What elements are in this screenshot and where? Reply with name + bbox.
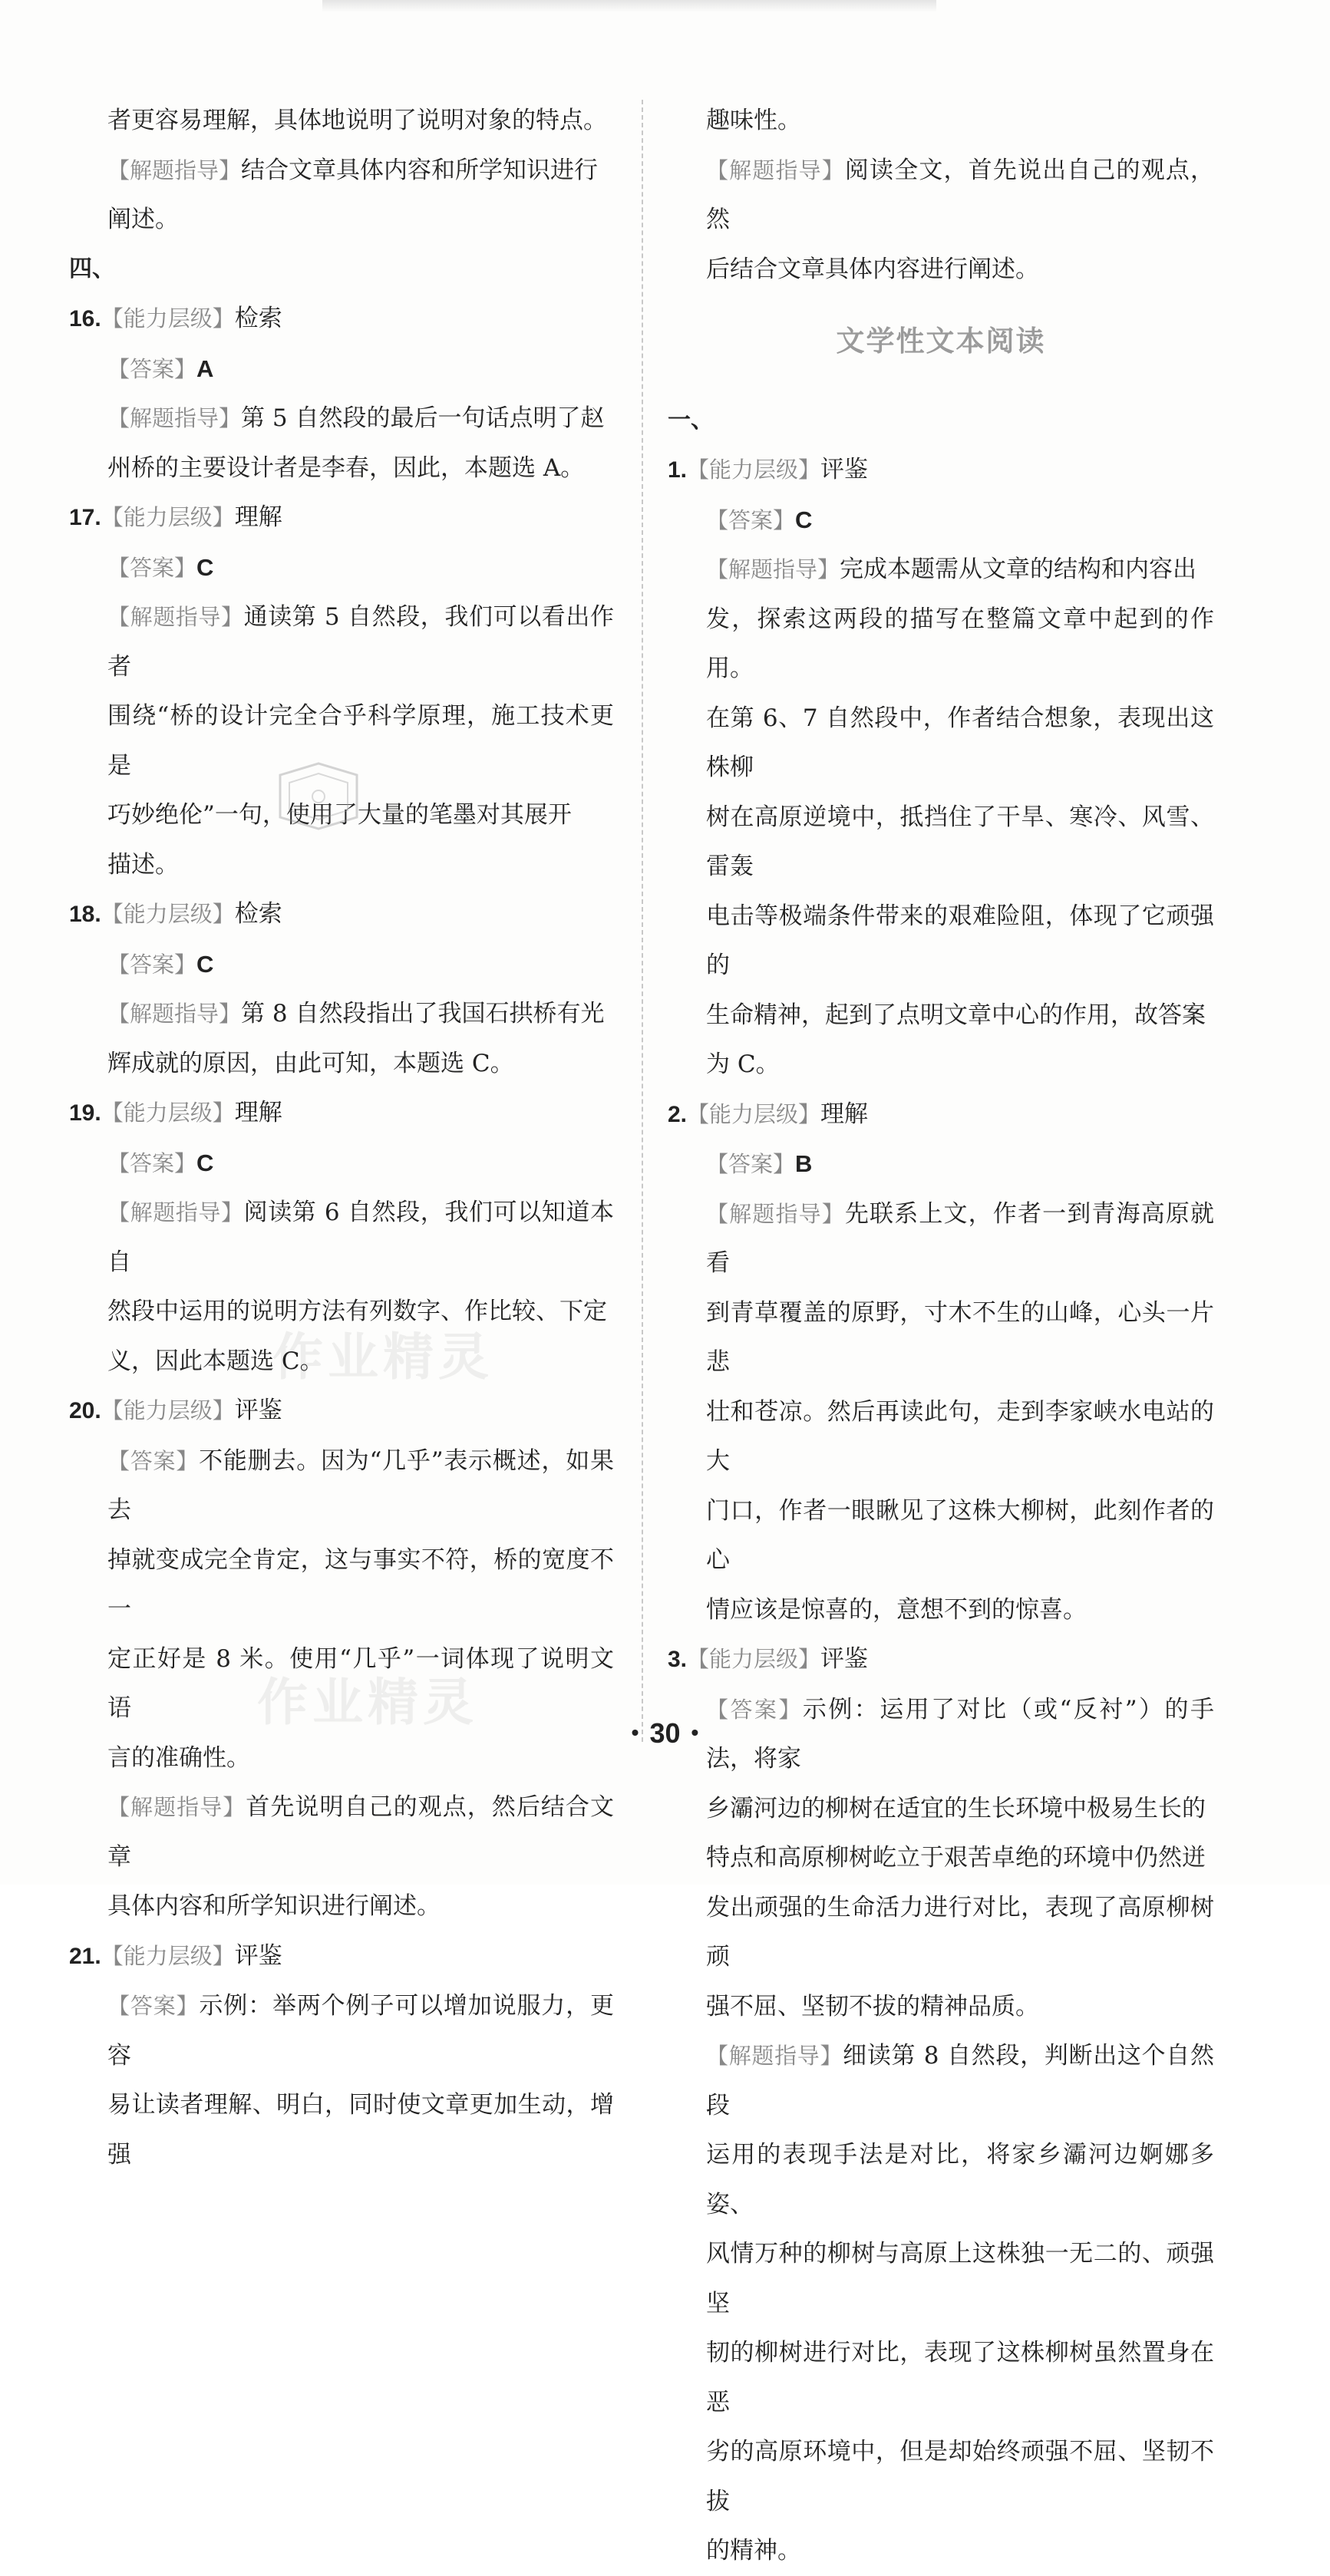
guide-tag: 【解题指导】 bbox=[706, 2043, 843, 2069]
level-tag: 【能力层级】 bbox=[101, 1100, 235, 1126]
q20-guide bbox=[69, 1783, 614, 1882]
answer-tag: 【答案】 bbox=[107, 355, 197, 382]
q17-guide-line: 巧妙绝伦”一句，使用了大量的笔墨对其展开 bbox=[107, 801, 572, 829]
level-tag: 【能力层级】 bbox=[687, 1646, 821, 1672]
left-continuation-guide-2: 阐述。 bbox=[107, 206, 179, 233]
answer-text: 不能删去。因为“几乎”表示概述，如果去 bbox=[107, 1446, 614, 1524]
guide-tag: 【解题指导】 bbox=[107, 405, 242, 431]
level-value: 评鉴 bbox=[234, 1941, 282, 1970]
q19-level bbox=[69, 1088, 614, 1139]
q1-guide-line: 为 C。 bbox=[706, 1051, 780, 1078]
q2-guide-line: 到青草覆盖的原野，寸木不生的山峰，心头一片悲 bbox=[706, 1298, 1214, 1376]
q19-guide-line: 然段中运用的说明方法有列数字、作比较、下定 bbox=[107, 1298, 607, 1325]
q17-guide bbox=[69, 592, 614, 691]
q19-guide-line: 义，因此本题选 C。 bbox=[107, 1347, 324, 1375]
guide-text: 阅读第 6 自然段，我们可以知道本自 bbox=[107, 1199, 614, 1276]
level-tag: 【能力层级】 bbox=[101, 1942, 235, 1969]
guide-tag: 【解题指导】 bbox=[107, 1199, 244, 1225]
q2-guide-line: 壮和苍凉。然后再读此句，走到李家峡水电站的大 bbox=[706, 1397, 1214, 1475]
guide-tag: 【解题指导】 bbox=[706, 556, 840, 582]
q2-guide-line: 情应该是惊喜的，意想不到的惊喜。 bbox=[706, 1595, 1087, 1624]
guide-text: 阅读全文，首先说出自己的观点，然 bbox=[706, 156, 1214, 233]
right-continuation-guide-2: 后结合文章具体内容进行阐述。 bbox=[706, 255, 1039, 283]
q19-answer bbox=[69, 1139, 614, 1189]
guide-text: 先联系上文，作者一到青海高原就看 bbox=[706, 1199, 1214, 1277]
q19-number: 19. bbox=[69, 1100, 101, 1126]
level-value: 理解 bbox=[234, 1099, 282, 1126]
q2-answer bbox=[668, 1140, 1214, 1189]
q1-number: 1. bbox=[668, 457, 688, 483]
guide-tag: 【解题指导】 bbox=[706, 1200, 845, 1227]
guide-tag: 【解题指导】 bbox=[107, 1001, 242, 1027]
q3-answer-line: 发出顽强的生命活力进行对比，表现了高原柳树顽 bbox=[706, 1893, 1214, 1971]
guide-tag: 【解题指导】 bbox=[107, 157, 242, 183]
answer-value: A bbox=[196, 355, 214, 382]
q21-number: 21. bbox=[69, 1943, 101, 1969]
q3-answer-line: 强不屈、坚韧不拔的精神品质。 bbox=[706, 1992, 1039, 2020]
q3-answer-line: 乡灞河边的柳树在适宜的生长环境中极易生长的 bbox=[706, 1794, 1206, 1822]
guide-tag: 【解题指导】 bbox=[706, 157, 845, 183]
right-column bbox=[668, 96, 1214, 2576]
level-value: 检索 bbox=[234, 900, 282, 928]
q20-answer-line: 掉就变成完全肯定，这与事实不符，桥的宽度不一 bbox=[107, 1545, 614, 1623]
section-head-one: 一、 bbox=[668, 406, 714, 434]
level-value: 检索 bbox=[234, 305, 282, 332]
q2-guide bbox=[668, 1189, 1214, 1288]
answer-text: 示例：举两个例子可以增加说服力，更容 bbox=[107, 1992, 614, 2070]
q1-guide-line: 发，探索这两段的描写在整篇文章中起到的作用。 bbox=[706, 605, 1214, 682]
answer-tag: 【答案】 bbox=[706, 506, 796, 533]
watermark-stamp-icon bbox=[272, 760, 365, 833]
answer-value: C bbox=[196, 1149, 214, 1176]
q17-answer bbox=[69, 543, 614, 593]
watermark-text: 作业精灵 bbox=[272, 1328, 493, 1387]
guide-text: 首先说明自己的观点，然后结合文章 bbox=[107, 1793, 614, 1871]
q16-level bbox=[69, 294, 614, 345]
answer-tag: 【答案】 bbox=[706, 1696, 803, 1723]
guide-text: 第 8 自然段指出了我国石拱桥有光 bbox=[241, 1000, 605, 1027]
guide-text: 第 5 自然段的最后一句话点明了赵 bbox=[241, 404, 605, 432]
q21-level bbox=[69, 1931, 614, 1982]
q19-guide bbox=[69, 1188, 614, 1287]
q20-answer-line: 定正好是 8 米。使用“几乎”一词体现了说明文语 bbox=[107, 1644, 614, 1722]
q3-guide-line: 韧的柳树进行对比，表现了这株柳树虽然置身在恶 bbox=[706, 2339, 1214, 2416]
level-value: 评鉴 bbox=[820, 456, 869, 483]
level-value: 评鉴 bbox=[820, 1645, 869, 1673]
q17-level bbox=[69, 493, 614, 543]
page-number bbox=[0, 1717, 1330, 1750]
q2-level bbox=[668, 1090, 1214, 1140]
level-tag: 【能力层级】 bbox=[101, 305, 235, 331]
guide-text: 完成本题需从文章的结构和内容出 bbox=[840, 556, 1197, 583]
scan-shadow bbox=[322, 0, 936, 12]
q1-guide-line: 电击等极端条件带来的艰难险阻，体现了它顽强的 bbox=[706, 902, 1214, 979]
q18-guide bbox=[69, 989, 614, 1039]
answer-value: B bbox=[795, 1150, 813, 1177]
q1-guide-line: 生命精神，起到了点明文章中心的作用，故答案 bbox=[706, 1001, 1206, 1029]
q3-number: 3. bbox=[668, 1647, 688, 1672]
q17-guide-line: 围绕“桥的设计完全合乎科学原理，施工技术更是 bbox=[107, 702, 614, 780]
level-tag: 【能力层级】 bbox=[687, 1100, 821, 1127]
q3-answer-line: 特点和高原柳树屹立于艰苦卓绝的环境中仍然迸 bbox=[706, 1844, 1206, 1872]
q1-guide-line: 树在高原逆境中，抵挡住了干旱、寒冷、风雪、雷轰 bbox=[706, 803, 1214, 880]
answer-value: C bbox=[795, 506, 813, 533]
answer-tag: 【答案】 bbox=[107, 1447, 200, 1474]
left-column bbox=[69, 96, 614, 2179]
right-continuation-line: 趣味性。 bbox=[706, 107, 801, 134]
q3-guide-line: 的精神。 bbox=[706, 2537, 801, 2564]
q1-answer bbox=[668, 496, 1214, 546]
q3-guide bbox=[668, 2031, 1214, 2130]
q3-guide-line: 风情万种的柳树与高原上这株独一无二的、顽强坚 bbox=[706, 2240, 1214, 2317]
guide-text: 结合文章具体内容和所学知识进行 bbox=[241, 156, 599, 184]
level-value: 评鉴 bbox=[234, 1397, 282, 1424]
q1-guide-line: 在第 6、7 自然段中，作者结合想象，表现出这株柳 bbox=[706, 704, 1214, 781]
q18-answer bbox=[69, 940, 614, 990]
answer-value: C bbox=[196, 950, 214, 978]
q16-answer bbox=[69, 345, 614, 394]
q1-level bbox=[668, 445, 1214, 496]
answer-tag: 【答案】 bbox=[107, 554, 197, 581]
level-tag: 【能力层级】 bbox=[687, 457, 821, 483]
q2-guide-line: 门口，作者一眼瞅见了这株大柳树，此刻作者的心 bbox=[706, 1496, 1214, 1574]
watermark-text: 作业精灵 bbox=[257, 1673, 478, 1732]
answer-tag: 【答案】 bbox=[107, 1993, 200, 2019]
q3-level bbox=[668, 1634, 1214, 1685]
answer-text: 示例：运用了对比（或“反衬”）的手法，将家 bbox=[706, 1695, 1214, 1773]
q16-guide bbox=[69, 394, 614, 444]
q20-number: 20. bbox=[69, 1398, 101, 1423]
answer-tag: 【答案】 bbox=[706, 1151, 796, 1177]
q20-level bbox=[69, 1386, 614, 1436]
q18-level bbox=[69, 889, 614, 940]
guide-tag: 【解题指导】 bbox=[107, 604, 244, 630]
guide-tag: 【解题指导】 bbox=[107, 1794, 246, 1820]
level-tag: 【能力层级】 bbox=[101, 504, 235, 530]
level-value: 理解 bbox=[820, 1100, 869, 1128]
q20-answer bbox=[69, 1436, 614, 1535]
section-title: 文学性文本阅读 bbox=[836, 325, 1046, 358]
q21-answer-line: 易让读者理解、明白，同时使文章更加生动，增强 bbox=[107, 2091, 614, 2169]
answer-value: C bbox=[196, 553, 214, 581]
level-tag: 【能力层级】 bbox=[101, 1397, 235, 1423]
page-number-dot-right: • bbox=[691, 1720, 699, 1744]
q18-guide-line: 辉成就的原因，由此可知，本题选 C。 bbox=[107, 1049, 514, 1077]
q1-guide bbox=[668, 545, 1214, 595]
level-value: 理解 bbox=[234, 503, 282, 531]
guide-text: 通读第 5 自然段，我们可以看出作者 bbox=[107, 603, 614, 681]
q3-guide-line: 运用的表现手法是对比，将家乡灞河边婀娜多姿、 bbox=[706, 2141, 1214, 2218]
right-continuation-guide bbox=[668, 146, 1214, 245]
column-divider bbox=[642, 100, 643, 1742]
q20-answer-line: 言的准确性。 bbox=[107, 1743, 250, 1772]
left-continuation-line: 者更容易理解，具体地说明了说明对象的特点。 bbox=[107, 107, 607, 134]
level-tag: 【能力层级】 bbox=[101, 901, 235, 927]
q18-number: 18. bbox=[69, 902, 101, 927]
q3-guide-line: 劣的高原环境中，但是却始终顽强不屈、坚韧不拔 bbox=[706, 2438, 1214, 2515]
page-number-dot-left: • bbox=[631, 1720, 639, 1744]
q17-number: 17. bbox=[69, 505, 101, 530]
page-number-value: 30 bbox=[649, 1717, 681, 1749]
answer-tag: 【答案】 bbox=[107, 1149, 197, 1176]
section-head-four: 四、 bbox=[69, 255, 115, 282]
answer-tag: 【答案】 bbox=[107, 951, 197, 978]
guide-text: 细读第 8 自然段，判断出这个自然段 bbox=[706, 2042, 1214, 2119]
left-continuation-guide bbox=[69, 146, 614, 196]
q20-guide-line: 具体内容和所学知识进行阐述。 bbox=[107, 1892, 441, 1920]
q16-guide-line: 州桥的主要设计者是李春，因此，本题选 A。 bbox=[107, 454, 585, 482]
q17-guide-line: 描述。 bbox=[107, 850, 179, 879]
q2-number: 2. bbox=[668, 1101, 688, 1127]
q16-number: 16. bbox=[69, 306, 101, 331]
q21-answer bbox=[69, 1981, 614, 2080]
